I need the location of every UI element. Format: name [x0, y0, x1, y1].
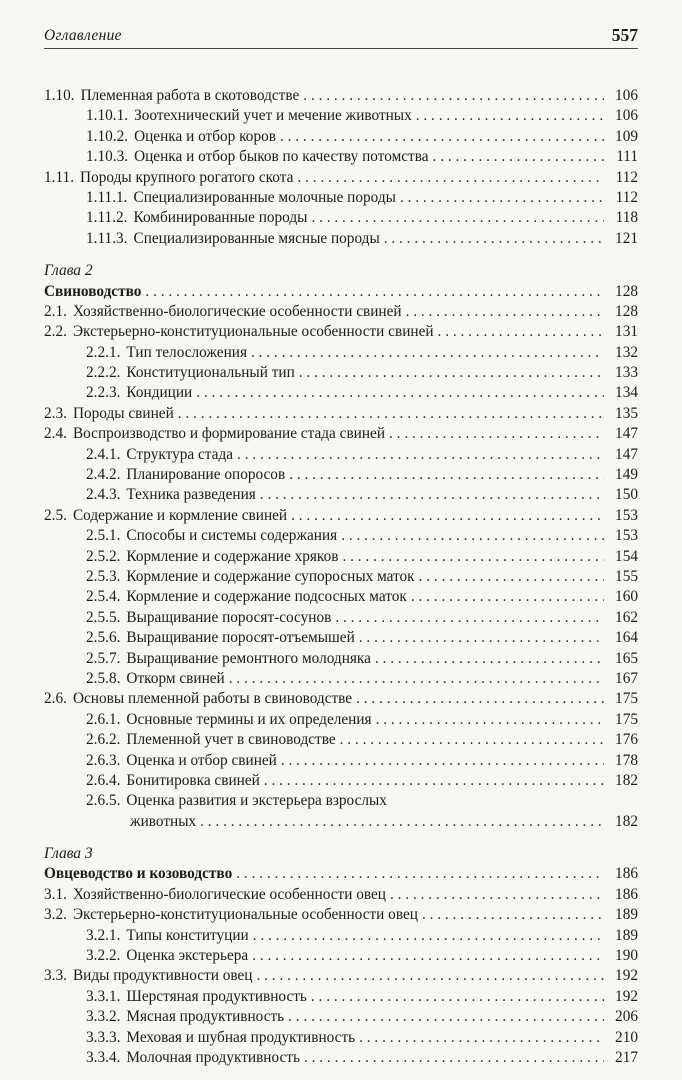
toc-entry-label	[86, 730, 340, 750]
section-title: Оценка и отбор быков по качеству потомства	[134, 148, 429, 166]
section-title: Тип телосложения	[126, 343, 247, 361]
section-number: 1.11.2.	[86, 209, 128, 227]
toc-page-number: 175	[615, 710, 638, 728]
toc-entry[interactable]	[44, 147, 638, 167]
section-title: Меховая и шубная продуктивность	[126, 1028, 356, 1046]
toc-page-number: 147	[615, 445, 638, 463]
dot-leader	[281, 751, 604, 771]
section-number: 2.2.1.	[86, 343, 121, 361]
toc-entry[interactable]	[44, 127, 638, 147]
toc-page-number: 167	[615, 669, 638, 687]
section-number: 3.1.	[44, 885, 67, 903]
toc-page-number: 206	[615, 1008, 638, 1026]
section-number: 2.5.3.	[86, 567, 121, 585]
toc-entry-label	[86, 383, 196, 403]
dot-leader	[291, 506, 604, 526]
toc-entry[interactable]	[44, 506, 638, 526]
section-title: Способы и системы содержания	[126, 527, 338, 545]
toc-entry-label	[86, 363, 299, 383]
section-title: Кормление и содержание хряков	[126, 547, 339, 565]
section-title: Оценка экстерьера	[126, 947, 249, 965]
section-number: 3.3.	[44, 967, 67, 985]
toc-entry-label	[86, 628, 359, 648]
toc-entry-label	[44, 86, 303, 106]
toc-page-number: 189	[615, 906, 638, 924]
toc-entry-label	[86, 547, 342, 567]
toc-page-number: 192	[615, 987, 638, 1005]
toc-page-number: 162	[615, 608, 638, 626]
toc-entry-label	[44, 905, 422, 925]
dot-leader	[384, 229, 604, 249]
section-number: 2.6.1.	[86, 710, 121, 728]
toc-entry[interactable]	[44, 987, 638, 1007]
dot-leader	[253, 926, 604, 946]
dot-leader	[438, 322, 604, 342]
toc-page-number: 128	[615, 302, 638, 320]
toc-entry[interactable]	[44, 567, 638, 587]
section-number: 2.2.2.	[86, 364, 121, 382]
dot-leader	[411, 587, 604, 607]
toc-entry-label	[44, 302, 406, 322]
toc-page-number: 106	[615, 107, 638, 125]
section-number: 2.2.	[44, 323, 67, 341]
dot-leader	[260, 485, 604, 505]
toc-page-number: 147	[615, 425, 638, 443]
toc-entry-label	[86, 751, 281, 771]
section-title: Бонитировка свиней	[126, 771, 260, 789]
section-number: 2.4.3.	[86, 486, 121, 504]
toc-page-number: 153	[615, 506, 638, 524]
dot-leader	[359, 1028, 604, 1048]
toc-entry-label	[86, 147, 433, 167]
section-title: Молочная продуктивность	[126, 1048, 300, 1066]
dot-leader	[406, 302, 604, 322]
section-title: Конституциональный тип	[126, 364, 295, 382]
toc-entry-label	[86, 669, 229, 689]
toc-entry[interactable]	[44, 608, 638, 628]
section-number: 2.1.	[44, 302, 67, 320]
toc-page-number: 178	[615, 751, 638, 769]
toc-page-number: 134	[615, 384, 638, 402]
dot-leader	[145, 282, 604, 302]
section-title: Типы конституции	[126, 926, 249, 944]
section-number: 1.11.3.	[86, 229, 128, 247]
section-number: 2.5.1.	[86, 527, 121, 545]
toc-entry-label	[86, 567, 419, 587]
section-title: Кормление и содержание супоросных маток	[126, 567, 415, 585]
section-number: 3.3.1.	[86, 987, 121, 1005]
toc-page-number: 186	[615, 885, 638, 903]
section-number: 2.5.6.	[86, 629, 121, 647]
dot-leader	[280, 127, 604, 147]
dot-leader	[297, 168, 604, 188]
section-title: Породы свиней	[72, 404, 174, 422]
toc-entry-label	[86, 106, 416, 126]
section-title: Оценка и отбор свиней	[126, 751, 277, 769]
toc-entry-label	[86, 771, 264, 791]
toc-page-number: 182	[615, 812, 638, 830]
toc-entry-label	[44, 404, 178, 424]
toc-page-number: 186	[615, 865, 638, 883]
dot-leader	[288, 1007, 604, 1027]
dot-leader	[341, 526, 604, 546]
toc-entry[interactable]	[44, 885, 638, 905]
toc-page-number: 111	[616, 148, 638, 166]
section-title: Воспроизводство и формирование стада свиней	[72, 425, 386, 443]
chapter-gap	[44, 249, 638, 261]
section-title: Свиноводство	[44, 282, 142, 300]
toc-page-number: 109	[615, 127, 638, 145]
toc-entry[interactable]	[44, 229, 638, 249]
toc-entry-label	[86, 1007, 288, 1027]
section-title: Специализированные молочные породы	[133, 188, 396, 206]
toc-entry-label	[44, 322, 438, 342]
section-title: животных	[130, 812, 197, 830]
toc-entry-label	[86, 465, 289, 485]
section-number: 1.10.3.	[86, 148, 129, 166]
dot-leader	[359, 628, 604, 648]
section-title: Содержание и кормление свиней	[72, 506, 288, 524]
section-number: 2.4.	[44, 425, 67, 443]
section-title: Племенная работа в скотоводстве	[80, 87, 300, 104]
chapter-heading: Глава 3	[44, 845, 93, 863]
toc-entry-label	[86, 127, 280, 147]
section-number: 1.11.	[44, 168, 75, 186]
toc-entry-label	[44, 689, 356, 709]
section-title: Экстерьерно-конституциональные особенности свиней	[72, 323, 434, 341]
toc-entry[interactable]	[44, 465, 638, 485]
dot-leader	[229, 669, 604, 689]
toc-entry[interactable]	[44, 404, 638, 424]
dot-leader	[375, 649, 604, 669]
dot-leader	[236, 864, 604, 884]
toc-page-number: 175	[615, 690, 638, 708]
toc-page-number: 153	[615, 527, 638, 545]
toc-entry[interactable]	[44, 730, 638, 750]
toc-entry[interactable]	[44, 86, 638, 106]
toc-entry[interactable]	[44, 363, 638, 383]
dot-leader	[433, 147, 604, 167]
dot-leader	[196, 383, 604, 403]
toc-page-number: 165	[615, 649, 638, 667]
toc-entry[interactable]	[44, 445, 638, 465]
toc-entry[interactable]	[44, 424, 638, 444]
toc-entry-label	[130, 812, 200, 832]
toc-entry[interactable]	[44, 946, 638, 966]
dot-leader	[422, 905, 604, 925]
section-number: 3.2.2.	[86, 947, 121, 965]
toc-entry-label	[86, 649, 375, 669]
section-title: Хозяйственно-биологические особенности овец	[72, 885, 386, 903]
section-title: Кондиции	[126, 384, 193, 402]
section-title: Хозяйственно-биологические особенности свиней	[72, 302, 402, 320]
toc-entry[interactable]	[44, 649, 638, 669]
toc-page-number: 150	[615, 486, 638, 504]
section-title: Мясная продуктивность	[126, 1008, 285, 1026]
section-title: Специализированные мясные породы	[133, 229, 380, 247]
toc-page-number: 149	[615, 466, 638, 484]
toc-page-number: 121	[615, 229, 638, 247]
toc-entry[interactable]	[44, 282, 638, 302]
section-number: 2.5.7.	[86, 649, 121, 667]
dot-leader	[311, 208, 604, 228]
toc-page-number: 106	[615, 87, 638, 104]
section-title: Овцеводство и козоводство	[44, 865, 233, 883]
section-number: 2.2.3.	[86, 384, 121, 402]
dot-leader	[340, 730, 604, 750]
section-number: 3.2.	[44, 906, 67, 924]
dot-leader	[289, 465, 604, 485]
section-number: 3.2.1.	[86, 926, 121, 944]
section-title: Оценка развития и экстерьера взрослых	[126, 792, 387, 810]
toc-entry-label	[44, 864, 236, 884]
dot-leader	[251, 343, 604, 363]
toc-entry[interactable]	[44, 587, 638, 607]
toc-entry-label	[86, 445, 237, 465]
section-title: Основы племенной работы в свиноводстве	[72, 690, 353, 708]
toc-page-number: 154	[615, 547, 638, 565]
section-number: 2.6.2.	[86, 731, 121, 749]
dot-leader	[389, 424, 604, 444]
toc-entry[interactable]	[44, 322, 638, 342]
toc-page-number: 182	[615, 771, 638, 789]
section-number: 2.3.	[44, 404, 67, 422]
toc-entry[interactable]	[44, 547, 638, 567]
toc-entry-label	[44, 966, 256, 986]
running-header	[44, 22, 638, 49]
table-of-contents	[44, 86, 638, 1068]
section-title: Кормление и содержание подсосных маток	[126, 588, 407, 606]
section-number: 2.6.	[44, 690, 67, 708]
toc-entry[interactable]	[44, 302, 638, 322]
section-title: Выращивание ремонтного молодняка	[126, 649, 371, 667]
toc-entry-label	[44, 506, 291, 526]
toc-entry[interactable]	[44, 791, 638, 811]
section-number: 3.3.3.	[86, 1028, 121, 1046]
toc-entry[interactable]	[44, 343, 638, 363]
dot-leader	[400, 188, 604, 208]
dot-leader	[304, 1048, 604, 1068]
toc-entry[interactable]	[44, 926, 638, 946]
chapter-gap	[44, 832, 638, 844]
toc-entry[interactable]	[44, 669, 638, 689]
toc-page-number: 192	[615, 967, 638, 985]
section-number: 2.6.4.	[86, 771, 121, 789]
section-number: 2.4.2.	[86, 466, 121, 484]
toc-entry[interactable]	[44, 208, 638, 228]
header-title: Оглавление	[44, 27, 122, 44]
dot-leader	[356, 689, 604, 709]
toc-entry[interactable]	[44, 710, 638, 730]
toc-page-number: 155	[615, 567, 638, 585]
section-number: 1.10.	[44, 87, 75, 104]
dot-leader	[200, 812, 604, 832]
toc-page-number: 217	[615, 1048, 638, 1066]
toc-entry[interactable]	[44, 106, 638, 126]
toc-entry-label	[86, 343, 251, 363]
section-title: Откорм свиней	[126, 669, 225, 687]
toc-entry-label	[86, 608, 335, 628]
toc-entry-label	[86, 791, 391, 811]
section-number: 3.3.4.	[86, 1048, 121, 1066]
dot-leader	[256, 966, 604, 986]
toc-entry[interactable]	[44, 905, 638, 925]
dot-leader	[178, 404, 604, 424]
toc-page-number: 118	[615, 209, 638, 227]
section-number: 2.6.5.	[86, 792, 121, 810]
section-title: Планирование опоросов	[126, 466, 286, 484]
toc-page-number: 190	[615, 947, 638, 965]
toc-entry-label	[86, 229, 384, 249]
toc-entry-label	[86, 188, 400, 208]
toc-page-number: 112	[615, 168, 638, 186]
toc-entry-label	[86, 526, 341, 546]
section-number: 2.5.2.	[86, 547, 121, 565]
toc-entry[interactable]	[44, 383, 638, 403]
toc-entry[interactable]	[44, 966, 638, 986]
toc-entry-label	[86, 926, 253, 946]
section-title: Виды продуктивности овец	[72, 967, 253, 985]
section-number: 2.5.8.	[86, 669, 121, 687]
section-title: Основные термины и их определения	[126, 710, 372, 728]
dot-leader	[252, 946, 604, 966]
section-number: 1.11.1.	[86, 188, 128, 206]
section-number: 1.10.1.	[86, 107, 129, 125]
toc-page-number: 164	[615, 629, 638, 647]
dot-leader	[311, 987, 604, 1007]
dot-leader	[419, 567, 604, 587]
toc-entry-label	[44, 424, 389, 444]
toc-page-number: 132	[615, 343, 638, 361]
section-title: Выращивание поросят-сосунов	[126, 608, 332, 626]
dot-leader	[264, 771, 604, 791]
dot-leader	[335, 608, 604, 628]
section-title: Шерстяная продуктивность	[126, 987, 307, 1005]
dot-leader	[303, 86, 604, 106]
toc-entry[interactable]	[44, 1048, 638, 1068]
dot-leader	[376, 710, 604, 730]
section-number: 2.5.	[44, 506, 67, 524]
toc-entry-label	[86, 946, 252, 966]
toc-page-number: 112	[615, 188, 638, 206]
dot-leader	[342, 547, 604, 567]
toc-page-number: 135	[615, 404, 638, 422]
toc-entry[interactable]	[44, 864, 638, 884]
section-number: 3.3.2.	[86, 1008, 121, 1026]
dot-leader	[237, 445, 604, 465]
toc-entry-label	[44, 885, 390, 905]
section-title: Техника разведения	[126, 486, 256, 504]
toc-entry-label	[86, 208, 311, 228]
toc-page-number: 210	[615, 1028, 638, 1046]
toc-page-number: 128	[615, 282, 638, 300]
toc-entry[interactable]	[44, 751, 638, 771]
section-title: Породы крупного рогатого скота	[80, 168, 294, 186]
toc-entry-label	[86, 485, 260, 505]
toc-entry-label	[86, 1028, 359, 1048]
toc-page-number: 160	[615, 588, 638, 606]
toc-page-number: 131	[615, 323, 638, 341]
toc-entry[interactable]	[44, 628, 638, 648]
section-number: 2.5.4.	[86, 588, 121, 606]
section-title: Структура стада	[126, 445, 234, 463]
toc-entry[interactable]	[44, 188, 638, 208]
section-title: Экстерьерно-конституциональные особенности овец	[72, 906, 418, 924]
section-title: Племенной учет в свиноводстве	[126, 731, 336, 749]
toc-page-number: 133	[615, 364, 638, 382]
toc-entry[interactable]	[44, 168, 638, 188]
chapter-heading: Глава 2	[44, 262, 93, 280]
toc-entry[interactable]	[44, 771, 638, 791]
toc-entry[interactable]	[44, 812, 638, 832]
toc-entry-label	[86, 587, 411, 607]
dot-leader	[390, 885, 604, 905]
section-title: Зоотехнический учет и мечение животных	[134, 107, 412, 125]
section-title: Выращивание поросят-отъемышей	[126, 629, 355, 647]
toc-entry[interactable]	[44, 689, 638, 709]
section-number: 2.5.5.	[86, 608, 121, 626]
toc-entry[interactable]	[44, 526, 638, 546]
toc-entry-label	[44, 168, 297, 188]
section-number: 2.6.3.	[86, 751, 121, 769]
dot-leader	[416, 106, 604, 126]
section-title: Комбинированные породы	[133, 209, 308, 227]
toc-entry-label	[44, 282, 145, 302]
header-page-number: 557	[611, 25, 638, 45]
toc-entry-label	[86, 987, 311, 1007]
section-number: 2.4.1.	[86, 445, 121, 463]
dot-leader	[299, 363, 604, 383]
toc-page-number: 176	[615, 731, 638, 749]
toc-entry-label	[86, 1048, 304, 1068]
section-number: 1.10.2.	[86, 127, 129, 145]
toc-entry[interactable]	[44, 485, 638, 505]
toc-entry[interactable]	[44, 1007, 638, 1027]
toc-entry-label	[86, 710, 376, 730]
section-title: Оценка и отбор коров	[134, 127, 276, 145]
toc-page-number: 189	[615, 926, 638, 944]
toc-entry[interactable]	[44, 1028, 638, 1048]
